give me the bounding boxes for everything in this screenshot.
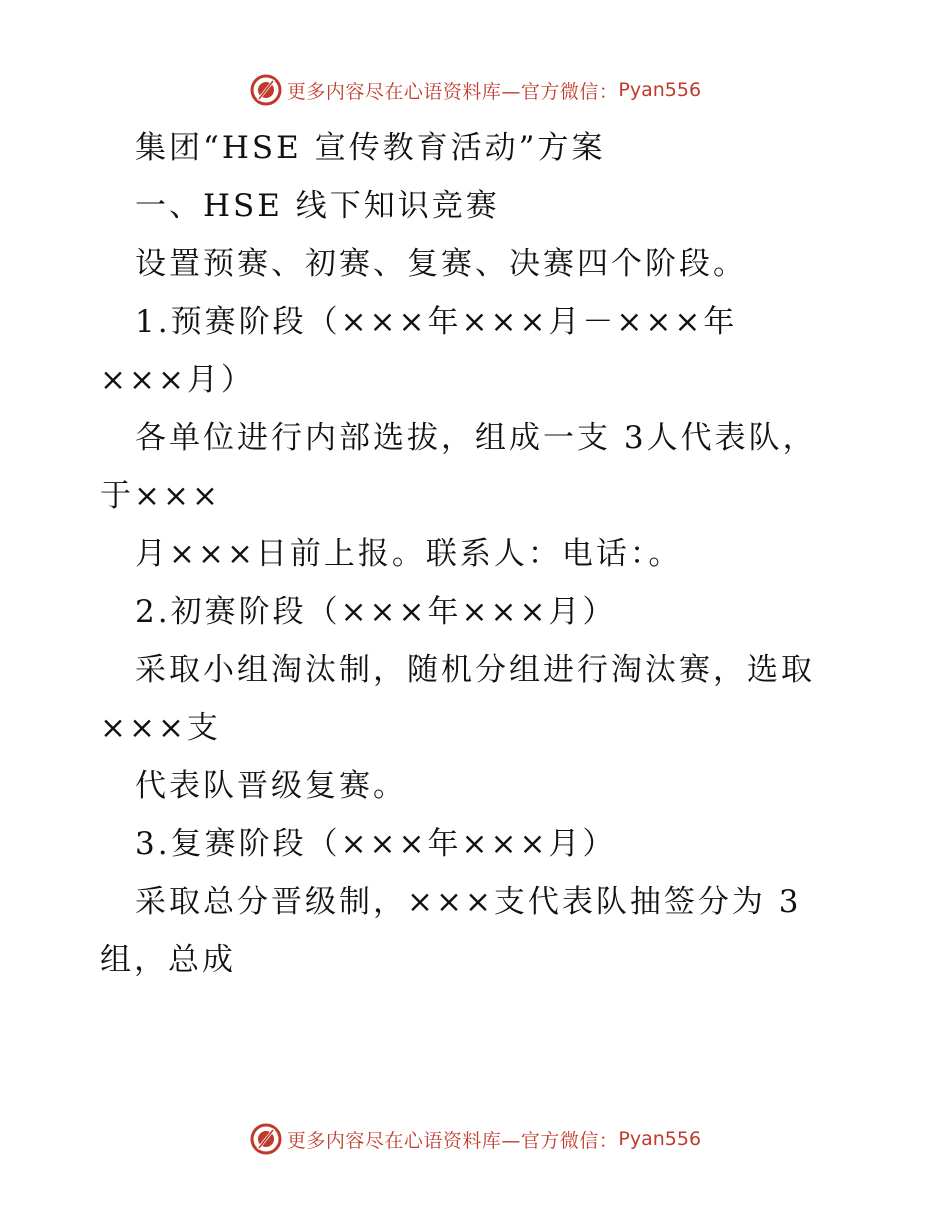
watermark-wechat-id: Pyan556 bbox=[618, 79, 702, 101]
watermark-text: 更多内容尽在心语资料库—官方微信： bbox=[286, 80, 619, 103]
paragraph-line: 设置预赛、初赛、复赛、决赛四个阶段。 bbox=[135, 246, 747, 282]
paragraph-line: 组，总成 bbox=[100, 942, 236, 978]
paragraph-line: ×××月） bbox=[100, 362, 255, 398]
section-heading: 一、HSE 线下知识竞赛 bbox=[135, 188, 500, 224]
watermark-wechat-id: Pyan556 bbox=[618, 1128, 702, 1150]
seal-logo-icon bbox=[249, 1122, 283, 1156]
document-title: 集团“HSE 宣传教育活动”方案 bbox=[135, 130, 606, 166]
paragraph-line: 1.预赛阶段（×××年×××月－×××年 bbox=[135, 304, 738, 340]
paragraph-line: 采取小组淘汰制，随机分组进行淘汰赛，选取 bbox=[135, 652, 815, 688]
paragraph-line: 月×××日前上报。联系人：电话：。 bbox=[135, 536, 683, 572]
paragraph-line: 采取总分晋级制，×××支代表队抽签分为 3 bbox=[135, 884, 802, 920]
paragraph-line: ×××支 bbox=[100, 710, 221, 746]
paragraph-line: 于××× bbox=[100, 478, 221, 514]
paragraph-line: 各单位进行内部选拔，组成一支 3人代表队， bbox=[135, 420, 817, 456]
paragraph-line: 3.复赛阶段（×××年×××月） bbox=[135, 826, 617, 862]
watermark-text: 更多内容尽在心语资料库—官方微信： bbox=[286, 1129, 619, 1152]
footer-watermark bbox=[0, 1119, 950, 1159]
paragraph-line: 2.初赛阶段（×××年×××月） bbox=[135, 594, 617, 630]
paragraph-line: 代表队晋级复赛。 bbox=[135, 768, 407, 804]
